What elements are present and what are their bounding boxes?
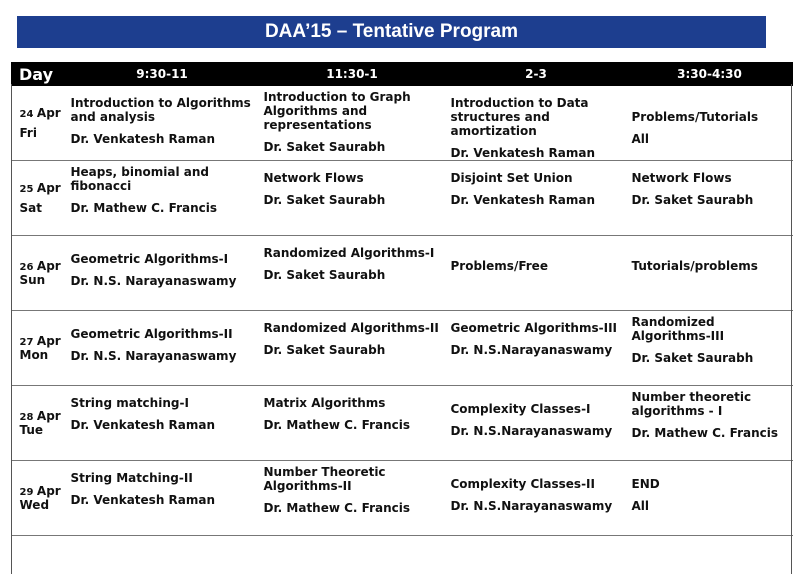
session-cell	[446, 161, 627, 236]
session-cell	[627, 461, 793, 536]
session-cell	[66, 161, 259, 236]
session-instructor: Dr. N.S.Narayanaswamy	[450, 343, 613, 357]
session-instructor: Dr. N.S.Narayanaswamy	[450, 424, 613, 438]
session-cell	[446, 236, 627, 311]
day-cell	[12, 386, 66, 461]
session-instructor: Dr. Venkatesh Raman	[70, 418, 216, 432]
session-topic: Disjoint Set Union	[450, 171, 573, 185]
session-topic: Problems/Free	[450, 259, 548, 273]
session-topic: Network Flows	[631, 171, 732, 185]
weekday: Sat	[19, 201, 42, 215]
table-row	[12, 311, 793, 386]
column-header-slot-1: 9:30-11	[66, 63, 259, 86]
session-topic: Heaps, binomial and fibonacci	[70, 165, 209, 193]
date-month: Apr	[36, 484, 61, 498]
session-cell	[627, 86, 793, 161]
session-topic: Randomized Algorithms-I	[263, 246, 435, 260]
session-instructor: Dr. Saket Saurabh	[263, 193, 386, 207]
column-header-slot-4: 3:30-4:30	[627, 63, 793, 86]
session-instructor: Dr. Venkatesh Raman	[450, 146, 596, 160]
session-instructor: All	[631, 499, 650, 513]
weekday: Sun	[19, 273, 46, 287]
session-topic: Complexity Classes-II	[450, 477, 595, 491]
session-cell	[66, 236, 259, 311]
weekday: Wed	[19, 498, 50, 512]
session-instructor: Dr. Saket Saurabh	[631, 351, 754, 365]
session-cell	[627, 311, 793, 386]
session-cell	[66, 461, 259, 536]
session-instructor: Dr. N.S.Narayanaswamy	[450, 499, 613, 513]
weekday: Mon	[19, 348, 49, 362]
session-cell	[627, 236, 793, 311]
session-topic: Number Theoretic Algorithms-II	[263, 465, 386, 493]
session-instructor: Dr. Saket Saurabh	[263, 140, 386, 154]
session-instructor: Dr. Saket Saurabh	[263, 268, 386, 282]
session-cell	[627, 386, 793, 461]
header-row	[12, 63, 793, 86]
session-topic: String Matching-II	[70, 471, 193, 485]
date-number: 28	[19, 412, 34, 423]
session-topic: END	[631, 477, 660, 491]
column-header-day: Day	[12, 63, 66, 86]
session-instructor: Dr. Mathew C. Francis	[631, 426, 779, 440]
session-cell	[66, 386, 259, 461]
session-cell	[446, 311, 627, 386]
program-title-banner	[17, 16, 766, 48]
session-cell	[259, 311, 446, 386]
date-number: 25	[19, 184, 34, 195]
session-cell	[259, 86, 446, 161]
day-cell	[12, 311, 66, 386]
session-topic: Geometric Algorithms-I	[70, 252, 229, 266]
date-number: 24	[19, 109, 34, 120]
session-topic: Number theoretic algorithms - I	[631, 390, 752, 418]
session-topic: Tutorials/problems	[631, 259, 758, 273]
session-topic: Introduction to Data structures and amortization	[450, 96, 589, 138]
date-month: Apr	[36, 259, 61, 273]
session-instructor: Dr. Mathew C. Francis	[70, 201, 218, 215]
session-cell	[259, 236, 446, 311]
session-cell	[66, 311, 259, 386]
session-instructor: Dr. Mathew C. Francis	[263, 501, 411, 515]
session-topic: Introduction to Algorithms and analysis	[70, 96, 251, 124]
session-cell	[66, 86, 259, 161]
date-number: 26	[19, 262, 34, 273]
table-row	[12, 386, 793, 461]
date-month: Apr	[36, 181, 61, 195]
session-instructor: Dr. N.S. Narayanaswamy	[70, 274, 237, 288]
day-cell	[12, 461, 66, 536]
table-row	[12, 236, 793, 311]
table-row	[12, 461, 793, 536]
date-month: Apr	[36, 409, 61, 423]
column-header-slot-3: 2-3	[446, 63, 627, 86]
session-topic: Randomized Algorithms-III	[631, 315, 725, 343]
weekday: Tue	[19, 423, 44, 437]
date-month: Apr	[36, 106, 61, 120]
table-row	[12, 86, 793, 161]
session-cell	[446, 86, 627, 161]
session-cell	[446, 386, 627, 461]
day-cell	[12, 236, 66, 311]
schedule-table	[11, 62, 793, 536]
session-cell	[446, 461, 627, 536]
session-topic: Complexity Classes-I	[450, 402, 591, 416]
session-instructor: Dr. Saket Saurabh	[263, 343, 386, 357]
session-topic: Geometric Algorithms-II	[70, 327, 233, 341]
date-number: 29	[19, 487, 34, 498]
table-right-border	[791, 84, 792, 574]
program-title: DAA’15 – Tentative Program	[264, 21, 519, 42]
session-topic: Introduction to Graph Algorithms and representations	[263, 90, 411, 132]
session-topic: Network Flows	[263, 171, 364, 185]
session-cell	[259, 161, 446, 236]
column-header-slot-2: 11:30-1	[259, 63, 446, 86]
session-cell	[259, 386, 446, 461]
session-topic: Geometric Algorithms-III	[450, 321, 617, 335]
weekday: Fri	[19, 126, 37, 140]
session-topic: Matrix Algorithms	[263, 396, 386, 410]
session-instructor: All	[631, 132, 650, 146]
session-instructor: Dr. Saket Saurabh	[631, 193, 754, 207]
session-cell	[627, 161, 793, 236]
session-topic: Randomized Algorithms-II	[263, 321, 439, 335]
session-topic: Problems/Tutorials	[631, 110, 759, 124]
session-cell	[259, 461, 446, 536]
table-left-border	[11, 84, 12, 574]
day-cell	[12, 161, 66, 236]
table-row	[12, 161, 793, 236]
day-cell	[12, 86, 66, 161]
session-instructor: Dr. Venkatesh Raman	[70, 132, 216, 146]
session-instructor: Dr. Venkatesh Raman	[450, 193, 596, 207]
date-month: Apr	[36, 334, 61, 348]
session-instructor: Dr. N.S. Narayanaswamy	[70, 349, 237, 363]
session-topic: String matching-I	[70, 396, 189, 410]
session-instructor: Dr. Venkatesh Raman	[70, 493, 216, 507]
date-number: 27	[19, 337, 34, 348]
session-instructor: Dr. Mathew C. Francis	[263, 418, 411, 432]
